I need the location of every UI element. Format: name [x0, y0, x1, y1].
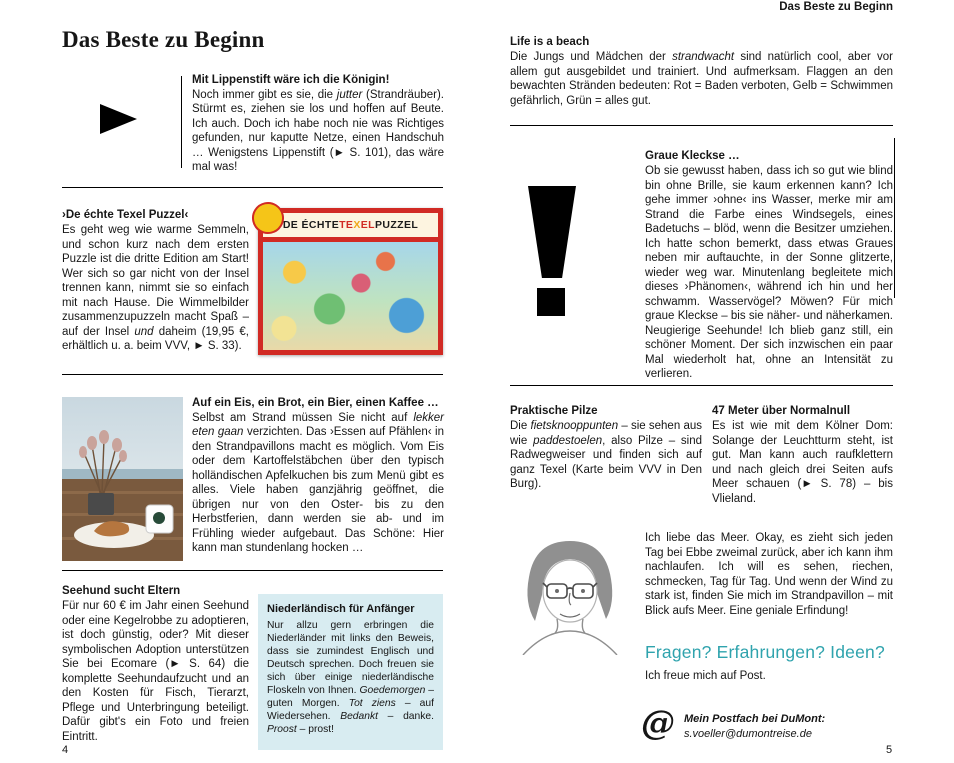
divider	[62, 374, 443, 375]
cta-subline: Ich freue mich auf Post.	[645, 670, 766, 682]
divider	[510, 385, 893, 386]
exclamation-dot	[537, 288, 565, 316]
puzzle-box-title: DE ÉCHTE TE X EL PUZZEL	[263, 213, 438, 237]
divider	[62, 187, 443, 188]
tip-kleckse-body: Ob sie gewusst haben, dass ich so gut wie blind bin ohne Brille, sie kaum erkennen kann? Ich gehe immer ›ohne‹ ins Wasser, merke mir am Strand die Farbe eines Windsegels, eines Badetuchs – blöd, wenn die Besitzer umziehen. Ich hatte schon bemerkt, dass etwas Graues neben mir auftauchte, in der Sonne glitzerte, wieder weg war. Minutenlang begleitete mich dieses ›Phänomen‹, während ich hin und her schwamm. Wasservögel? Möwen? Für mich graue Kleckse – bis sie näher- und näherkamen. Neugierige Seehunde! Ich blieb ganz still, ein schöner Moment. Der sich inzwischen ein paar Mal wiederholt hat, ohne an Intensität zu verlieren.	[645, 165, 893, 380]
exclamation-icon	[524, 186, 580, 318]
tip-beach-body: Die Jungs und Mädchen der strandwacht sind natürlich cool, aber vor allem gut ausgebildet und trainiert. Und aufmerksam. Flaggen an den bewachten Stränden bedeuten: Rot = Baden verboten, Gelb = Schwimmen gefährlich, Grün = alles gut.	[510, 51, 893, 107]
tip-eis	[192, 396, 444, 556]
cta-heading: Fragen? Erfahrungen? Ideen?	[645, 642, 885, 662]
tip-pilze-body: Die fietsknooppunten – sie sehen aus wie paddestoelen, also Pilze – sind Radwegweiser und finden sich auf ganz Texel (Karte beim VVV in Den Burg).	[510, 420, 703, 490]
page-number-right: 5	[886, 744, 893, 756]
divider	[62, 570, 443, 571]
tip-pilze-heading: Praktische Pilze	[510, 405, 598, 417]
exclamation-bar	[528, 186, 576, 278]
contact-info	[684, 712, 825, 741]
email-address: s.voeller@dumontreise.de	[684, 727, 812, 740]
page-title: Das Beste zu Beginn	[62, 27, 265, 52]
dutch-phrases-box	[258, 594, 443, 750]
play-triangle-icon	[100, 104, 137, 134]
tip-puzzle-body: Es geht weg wie warme Semmeln, und schon kurz nach dem ersten Puzzle ist die dritte Edition am Start! Wer sich so gar nicht von der Insel trennen kann, nimmt sie so einfach mit nach Hause. Die Wimmelbilder zusammenzupuzzeln macht Spaß – auf der Insel und daheim (19,95 €, erhältlich u. a. beim VVV, ► S. 33).	[62, 224, 249, 352]
beach-pavilion-photo-art	[62, 397, 183, 561]
tip-eis-body: Selbst am Strand müssen Sie nicht auf lekker eten gaan verzichten. Das ›Essen auf Pfählen‹ in den Strandpavillons macht es möglich. Vom Eis oder dem Kartoffelstäbchen über den typisch holländischen Apfelkuchen bis zum Menü gibt es alles. Viele haben ganzjährig geöffnet, die übrigen nur von den Oster- bis zu den Herbstferien, dann werden sie ab- und im Frühling wieder aufgebaut. Das Schöne: Hier kann man stundenlang hocken …	[192, 411, 444, 554]
tip-seehund-body: Für nur 60 € im Jahr einen Seehund oder eine Kegelrobbe zu adoptieren, ist doch günstig, oder? Mit dieser symbolischen Adoption unterstützen Sie bei Ecomare (► S. 64) die komplette Seehundaufzucht und an den Kosten für Fisch, Tierarzt, Pflege und Unterbringung beteiligt. Dafür gibt's ein Foto und freien Eintritt.	[62, 600, 249, 743]
author-portrait-art	[507, 531, 633, 655]
tip-lipstick-heading: Mit Lippenstift wäre ich die Königin!	[192, 74, 390, 86]
divider-vertical-right	[894, 138, 895, 298]
tip-puzzle-heading: ›De échte Texel Puzzel‹	[62, 209, 189, 221]
tip-kleckse-heading: Graue Kleckse …	[645, 150, 740, 162]
puzzle-box-image	[258, 208, 443, 355]
running-head: Das Beste zu Beginn	[779, 1, 893, 13]
divider-vertical-left	[181, 76, 182, 168]
tip-lipstick-body: Noch immer gibt es sie, die jutter (Strandräuber). Stürmt es, ziehen sie los und hoffen auf Beute. Ich auch. Doch ich habe noch nie was Richtiges gefunden, nur kaputte Netze, einen Handschuh … Wenigstens Lippenstift (► S. 101), das wäre mal was!	[192, 88, 444, 173]
page-number-left: 4	[62, 744, 69, 756]
tip-eis-heading: Auf ein Eis, ein Brot, ein Bier, einen Kaffee …	[192, 397, 439, 409]
beach-pavilion-photo	[62, 397, 183, 561]
tip-beach-heading: Life is a beach	[510, 36, 590, 48]
tip-meter-heading: 47 Meter über Normalnull	[712, 405, 851, 417]
tip-meer-body: Ich liebe das Meer. Okay, es zieht sich jeden Tag bei Ebbe zweimal zurück, aber ich kann ihm nachlaufen. Ich will es sehen, riechen, schmecken, Tag für Tag. Und wenn der Wind zu stark ist, finden Sie mich im Strandpavillon – mit Blick aufs Meer. Eine geniale Erfindung!	[645, 532, 893, 617]
at-sign-icon: @	[641, 703, 675, 743]
dutch-box-heading: Niederländisch für Anfänger	[267, 603, 415, 615]
tip-lipstick	[192, 73, 444, 175]
tip-meter-body: Es ist wie mit dem Kölner Dom: Solange der Leuchtturm steht, ist gut. Man kann auch raufklettern und nach gleich drei Seiten aufs Meer schauen (► S. 78) – bis Vlieland.	[712, 420, 893, 505]
puzzle-artwork	[263, 242, 438, 350]
divider	[510, 125, 893, 126]
dutch-box-body: Nur allzu gern erbringen die Niederländer mit links den Beweis, dass sie zumindest Englisch und Deutsch sprechen. Doch freuen sie sich über einige niederländische Floskeln von Ihnen. Goedemorgen – guten Morgen. Tot ziens – auf Wiedersehen. Bedankt – danke. Proost – prost!	[267, 619, 435, 735]
tip-seehund-heading: Seehund sucht Eltern	[62, 585, 181, 597]
author-portrait-sketch	[507, 531, 633, 655]
mailbox-label: Mein Postfach bei DuMont:	[684, 713, 826, 725]
